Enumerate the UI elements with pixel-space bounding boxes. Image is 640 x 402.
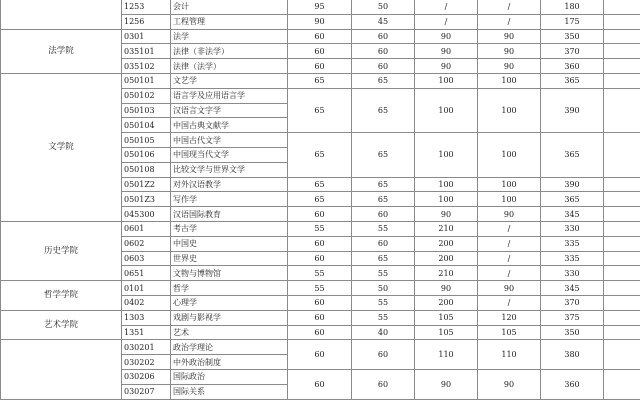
course-one-score-cell: 90 <box>415 369 478 399</box>
notes-cell <box>604 192 640 207</box>
course-two-score-cell: 90 <box>478 369 541 399</box>
college-cell: 哲学学院 <box>1 281 122 311</box>
total-score-cell: 345 <box>541 281 604 296</box>
foreign-language-score-cell: 55 <box>352 310 415 325</box>
foreign-language-score-cell: 60 <box>352 59 415 74</box>
major-name-cell: 工程管理 <box>171 14 288 29</box>
major-name-cell: 比较文学与世界文学 <box>171 162 288 177</box>
notes-cell <box>604 29 640 44</box>
course-one-score-cell: 90 <box>415 29 478 44</box>
politics-score-cell: 60 <box>288 251 352 266</box>
notes-cell <box>604 281 640 296</box>
foreign-language-score-cell: 65 <box>352 192 415 207</box>
politics-score-cell: 60 <box>288 59 352 74</box>
notes-cell <box>604 325 640 340</box>
major-name-cell: 艺术 <box>171 325 288 340</box>
college-cell: 历史学院 <box>1 221 122 280</box>
major-name-cell: 考古学 <box>171 221 288 236</box>
politics-score-cell: 55 <box>288 221 352 236</box>
course-one-score-cell: 100 <box>415 73 478 88</box>
course-one-score-cell: 90 <box>415 281 478 296</box>
foreign-language-score-cell: 60 <box>352 44 415 59</box>
foreign-language-score-cell: 65 <box>352 88 415 132</box>
major-code-cell: 0603 <box>122 251 171 266</box>
major-code-cell: 050108 <box>122 162 171 177</box>
major-name-cell: 写作学 <box>171 192 288 207</box>
course-one-score-cell: 110 <box>415 340 478 370</box>
major-name-cell: 会计 <box>171 0 288 14</box>
major-name-cell: 中外政治制度 <box>171 355 288 370</box>
notes-cell <box>604 266 640 281</box>
course-two-score-cell: 90 <box>478 207 541 222</box>
major-code-cell: 045300 <box>122 207 171 222</box>
course-one-score-cell: 200 <box>415 236 478 251</box>
major-name-cell: 政治学理论 <box>171 340 288 355</box>
politics-score-cell: 60 <box>288 236 352 251</box>
table-row <box>1 281 640 296</box>
course-two-score-cell: 120 <box>478 310 541 325</box>
major-code-cell: 1351 <box>122 325 171 340</box>
major-code-cell: 0501Z2 <box>122 177 171 192</box>
total-score-cell: 335 <box>541 236 604 251</box>
major-name-cell: 世界史 <box>171 251 288 266</box>
course-two-score-cell: / <box>478 251 541 266</box>
foreign-language-score-cell: 55 <box>352 266 415 281</box>
notes-cell <box>604 44 640 59</box>
major-code-cell: 030207 <box>122 384 171 399</box>
major-code-cell: 030202 <box>122 355 171 370</box>
course-two-score-cell: / <box>478 0 541 14</box>
foreign-language-score-cell: 40 <box>352 325 415 340</box>
college-cell: 文学院 <box>1 73 122 221</box>
course-one-score-cell: 105 <box>415 325 478 340</box>
foreign-language-score-cell: 50 <box>352 0 415 14</box>
course-one-score-cell: 100 <box>415 177 478 192</box>
major-code-cell: 050104 <box>122 118 171 133</box>
course-two-score-cell: 110 <box>478 340 541 370</box>
notes-cell <box>604 236 640 251</box>
total-score-cell: 370 <box>541 295 604 310</box>
course-two-score-cell: 90 <box>478 59 541 74</box>
foreign-language-score-cell: 55 <box>352 221 415 236</box>
notes-cell <box>604 133 640 177</box>
table-row <box>1 0 640 14</box>
total-score-cell: 365 <box>541 133 604 177</box>
major-name-cell: 戏剧与影视学 <box>171 310 288 325</box>
politics-score-cell: 60 <box>288 44 352 59</box>
course-one-score-cell: 90 <box>415 59 478 74</box>
notes-cell <box>604 221 640 236</box>
notes-cell <box>604 251 640 266</box>
major-code-cell: 0101 <box>122 281 171 296</box>
politics-score-cell: 65 <box>288 133 352 177</box>
foreign-language-score-cell: 55 <box>352 295 415 310</box>
course-two-score-cell: 100 <box>478 177 541 192</box>
major-code-cell: 0301 <box>122 29 171 44</box>
major-code-cell: 1303 <box>122 310 171 325</box>
major-code-cell: 050106 <box>122 147 171 162</box>
course-two-score-cell: 90 <box>478 44 541 59</box>
course-two-score-cell: / <box>478 295 541 310</box>
notes-cell <box>604 14 640 29</box>
total-score-cell: 180 <box>541 0 604 14</box>
major-name-cell: 中国史 <box>171 236 288 251</box>
major-name-cell: 中国现当代文学 <box>171 147 288 162</box>
course-one-score-cell: 100 <box>415 133 478 177</box>
major-name-cell: 文艺学 <box>171 73 288 88</box>
course-one-score-cell: 90 <box>415 207 478 222</box>
college-cell <box>1 0 122 29</box>
politics-score-cell: 65 <box>288 177 352 192</box>
course-two-score-cell: / <box>478 266 541 281</box>
major-code-cell: 0602 <box>122 236 171 251</box>
course-one-score-cell: 210 <box>415 221 478 236</box>
course-one-score-cell: 200 <box>415 295 478 310</box>
foreign-language-score-cell: 65 <box>352 177 415 192</box>
foreign-language-score-cell: 60 <box>352 207 415 222</box>
politics-score-cell: 60 <box>288 207 352 222</box>
course-one-score-cell: 200 <box>415 251 478 266</box>
table-row <box>1 29 640 44</box>
major-code-cell: 1256 <box>122 14 171 29</box>
major-code-cell: 030206 <box>122 369 171 384</box>
major-name-cell: 国际政治 <box>171 369 288 384</box>
major-name-cell: 汉语言文字学 <box>171 103 288 118</box>
major-code-cell: 050105 <box>122 133 171 148</box>
major-code-cell: 035102 <box>122 59 171 74</box>
total-score-cell: 365 <box>541 73 604 88</box>
foreign-language-score-cell: 60 <box>352 29 415 44</box>
course-one-score-cell: 90 <box>415 44 478 59</box>
major-name-cell: 对外汉语教学 <box>171 177 288 192</box>
politics-score-cell: 55 <box>288 266 352 281</box>
politics-score-cell: 60 <box>288 369 352 399</box>
politics-score-cell: 60 <box>288 310 352 325</box>
major-name-cell: 心理学 <box>171 295 288 310</box>
politics-score-cell: 90 <box>288 14 352 29</box>
foreign-language-score-cell: 60 <box>352 340 415 370</box>
course-two-score-cell: 90 <box>478 281 541 296</box>
notes-cell <box>604 310 640 325</box>
notes-cell <box>604 73 640 88</box>
table-row <box>1 73 640 88</box>
total-score-cell: 370 <box>541 44 604 59</box>
total-score-cell: 360 <box>541 59 604 74</box>
politics-score-cell: 60 <box>288 340 352 370</box>
course-one-score-cell: / <box>415 14 478 29</box>
major-name-cell: 汉语国际教育 <box>171 207 288 222</box>
major-code-cell: 0402 <box>122 295 171 310</box>
foreign-language-score-cell: 65 <box>352 251 415 266</box>
politics-score-cell: 60 <box>288 29 352 44</box>
major-code-cell: 030201 <box>122 340 171 355</box>
foreign-language-score-cell: 60 <box>352 236 415 251</box>
major-code-cell: 050103 <box>122 103 171 118</box>
foreign-language-score-cell: 45 <box>352 14 415 29</box>
course-one-score-cell: 100 <box>415 192 478 207</box>
course-one-score-cell: / <box>415 0 478 14</box>
total-score-cell: 380 <box>541 340 604 370</box>
foreign-language-score-cell: 65 <box>352 73 415 88</box>
notes-cell <box>604 88 640 132</box>
course-two-score-cell: / <box>478 14 541 29</box>
table-row <box>1 310 640 325</box>
course-two-score-cell: 105 <box>478 325 541 340</box>
major-code-cell: 0501Z3 <box>122 192 171 207</box>
table-row <box>1 221 640 236</box>
major-name-cell: 法学 <box>171 29 288 44</box>
major-name-cell: 法律（非法学） <box>171 44 288 59</box>
major-code-cell: 1253 <box>122 0 171 14</box>
major-name-cell: 中国古代文学 <box>171 133 288 148</box>
course-two-score-cell: / <box>478 221 541 236</box>
major-code-cell: 050101 <box>122 73 171 88</box>
notes-cell <box>604 369 640 399</box>
major-code-cell: 0651 <box>122 266 171 281</box>
total-score-cell: 350 <box>541 325 604 340</box>
total-score-cell: 360 <box>541 369 604 399</box>
total-score-cell: 350 <box>541 29 604 44</box>
notes-cell <box>604 177 640 192</box>
foreign-language-score-cell: 65 <box>352 133 415 177</box>
foreign-language-score-cell: 60 <box>352 369 415 399</box>
course-one-score-cell: 210 <box>415 266 478 281</box>
politics-score-cell: 60 <box>288 295 352 310</box>
table-row <box>1 340 640 355</box>
course-two-score-cell: 100 <box>478 88 541 132</box>
total-score-cell: 365 <box>541 192 604 207</box>
total-score-cell: 330 <box>541 266 604 281</box>
major-name-cell: 国际关系 <box>171 384 288 399</box>
major-name-cell: 法律（法学） <box>171 59 288 74</box>
politics-score-cell: 65 <box>288 88 352 132</box>
major-code-cell: 0601 <box>122 221 171 236</box>
notes-cell <box>604 340 640 370</box>
major-name-cell: 文物与博物馆 <box>171 266 288 281</box>
total-score-cell: 175 <box>541 14 604 29</box>
total-score-cell: 375 <box>541 310 604 325</box>
course-two-score-cell: / <box>478 236 541 251</box>
major-code-cell: 050102 <box>122 88 171 103</box>
politics-score-cell: 65 <box>288 192 352 207</box>
course-two-score-cell: 100 <box>478 73 541 88</box>
course-two-score-cell: 100 <box>478 133 541 177</box>
college-cell: 艺术学院 <box>1 310 122 340</box>
major-name-cell: 哲学 <box>171 281 288 296</box>
total-score-cell: 390 <box>541 88 604 132</box>
major-name-cell: 中国古典文献学 <box>171 118 288 133</box>
politics-score-cell: 55 <box>288 281 352 296</box>
major-name-cell: 语言学及应用语言学 <box>171 88 288 103</box>
notes-cell <box>604 295 640 310</box>
college-cell: 法学院 <box>1 29 122 73</box>
total-score-cell: 390 <box>541 177 604 192</box>
notes-cell <box>604 59 640 74</box>
notes-cell <box>604 207 640 222</box>
politics-score-cell: 65 <box>288 73 352 88</box>
total-score-cell: 335 <box>541 251 604 266</box>
total-score-cell: 345 <box>541 207 604 222</box>
foreign-language-score-cell: 50 <box>352 281 415 296</box>
total-score-cell: 330 <box>541 221 604 236</box>
notes-cell <box>604 0 640 14</box>
major-code-cell: 035101 <box>122 44 171 59</box>
course-one-score-cell: 105 <box>415 310 478 325</box>
course-one-score-cell: 100 <box>415 88 478 132</box>
politics-score-cell: 60 <box>288 325 352 340</box>
politics-score-cell: 95 <box>288 0 352 14</box>
college-cell <box>1 340 122 399</box>
course-two-score-cell: 90 <box>478 29 541 44</box>
course-two-score-cell: 100 <box>478 192 541 207</box>
